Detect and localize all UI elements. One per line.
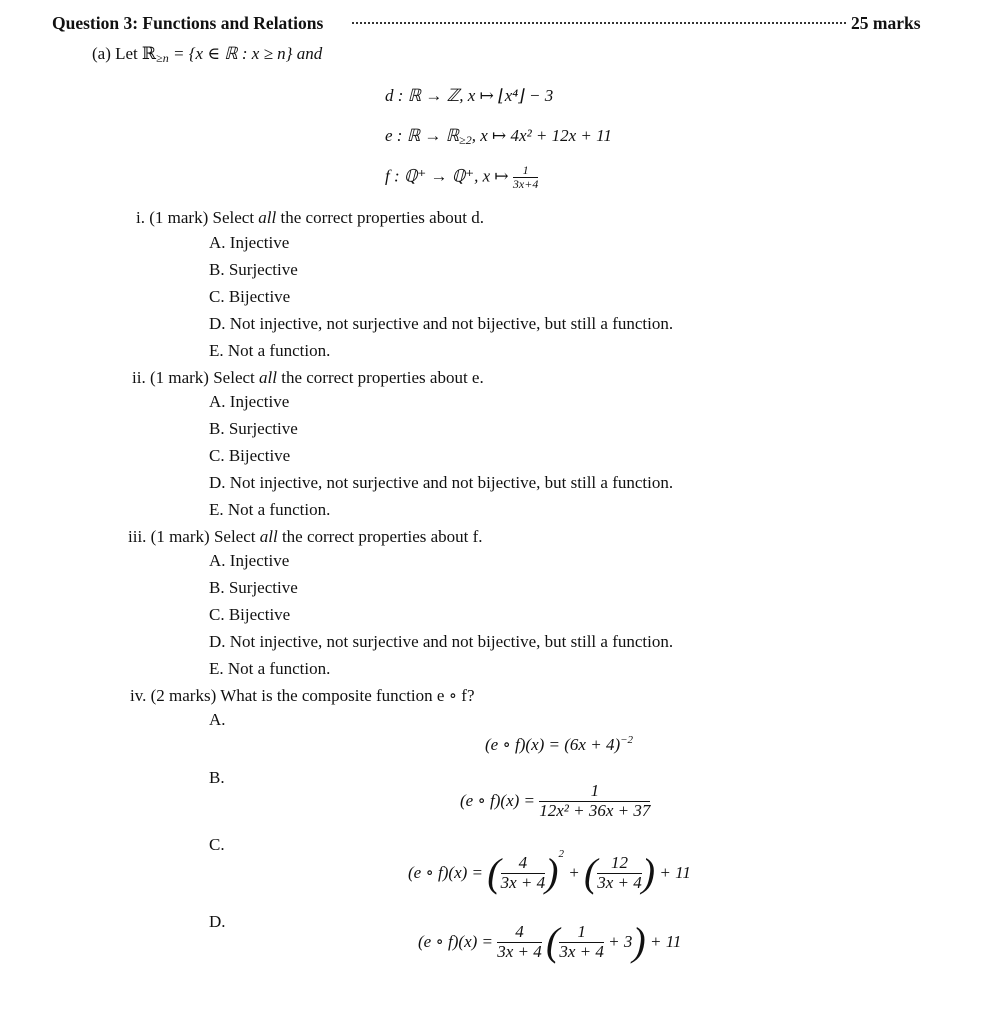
question-iii-prompt <box>128 527 483 547</box>
part-a-label: (a) <box>92 44 111 63</box>
option-iv-a-formula: (e ∘ $f)(x) = (6x + 4)^{-2}$ <box>485 734 634 754</box>
q-prompt-pre: Select <box>213 527 260 546</box>
q-marks: (1 mark) <box>150 527 210 546</box>
q-prompt-post: the correct properties about e. <box>276 368 484 387</box>
option-iii-b[interactable]: B. Surjective <box>209 578 298 597</box>
question-ii-prompt <box>132 368 484 388</box>
option-iv-d-fraction-2: $\frac{1}{3x + 4}$ <box>559 921 604 961</box>
def-f-den: 3x+4 <box>512 177 539 192</box>
def-e-post: , x ↦ 4x² + 12x + 11 <box>471 126 612 145</box>
question-i-prompt <box>136 208 484 228</box>
q-prompt-post: the correct properties about d. <box>276 208 484 227</box>
q-prompt-em: all <box>258 208 277 227</box>
option-i-e[interactable]: E. Not a function. <box>209 341 331 360</box>
q-marks: (2 marks) <box>150 686 217 705</box>
question-marks: 25 marks <box>851 13 921 33</box>
q-prompt-pre: Select <box>213 368 260 387</box>
option-ii-c[interactable]: C. Bijective <box>209 446 291 465</box>
option-i-b[interactable]: B. Surjective <box>209 260 298 279</box>
part-a-intro <box>92 44 322 66</box>
q-number: i. <box>136 208 145 227</box>
option-iv-b-formula: (e ∘ f)(x) = $\frac{1}{\text{12x² + 36x + 37}}$ <box>460 781 651 820</box>
def-e-pre: e : ℝ → ℝ <box>385 126 460 145</box>
q-marks: (1 mark) <box>149 368 209 387</box>
option-iii-c[interactable]: C. Bijective <box>209 605 291 624</box>
question-iv-prompt <box>130 686 475 706</box>
leader-dots <box>352 22 846 24</box>
def-f-fraction <box>513 164 538 191</box>
option-iv-a-letter[interactable]: A. <box>209 710 226 729</box>
option-iv-d-fraction-1: $\frac{4}{3x + 4}$ <box>497 921 542 961</box>
option-ii-a[interactable]: A. Injective <box>209 392 290 411</box>
option-i-a[interactable]: A. Injective <box>209 233 290 252</box>
intro-let: Let ℝ <box>115 44 157 63</box>
q-prompt: What is the composite function e ∘ f? <box>220 686 475 705</box>
q-prompt-em: all <box>259 368 277 387</box>
q-marks: (1 mark) <box>149 208 209 227</box>
def-f-num: 1 <box>513 164 538 178</box>
q-prompt-post: the correct properties about f. <box>277 527 483 546</box>
option-ii-e[interactable]: E. Not a function. <box>209 500 331 519</box>
option-ii-b[interactable]: B. Surjective <box>209 419 298 438</box>
option-i-c[interactable]: C. Bijective <box>209 287 291 306</box>
option-iv-c-formula: (e ∘ f)(x) = ( $\frac{4}{3x + 4}$ )$^2$ + ( $\frac{12}{3x + 4}$ ) + 11 <box>408 848 691 896</box>
option-iii-e[interactable]: E. Not a function. <box>209 659 331 678</box>
definition-e <box>385 126 612 148</box>
question-title: Question 3: Functions and Relations <box>52 13 324 33</box>
option-iv-c-fraction-1: $\frac{4}{3x + 4}$ <box>500 852 546 892</box>
q-prompt-pre: Select <box>212 208 259 227</box>
option-ii-d[interactable]: D. Not injective, not surjective and not bijective, but still a function. <box>209 473 674 492</box>
definition-d: d : ℝ → ℤ, x ↦ ⌊x⁴⌋ − 3 <box>385 86 554 105</box>
intro-sub: ≥n <box>156 51 169 65</box>
definition-f <box>385 164 538 191</box>
option-i-d[interactable]: D. Not injective, not surjective and not bijective, but still a function. <box>209 314 674 333</box>
intro-rest: = {x ∈ ℝ : x ≥ n} and <box>168 44 323 63</box>
option-iii-d[interactable]: D. Not injective, not surjective and not bijective, but still a function. <box>209 632 674 651</box>
option-iv-c-letter[interactable]: C. <box>209 835 225 854</box>
option-iv-d-formula: (e ∘ f)(x) = $\frac{4}{3x + 4}$ ( $\frac{1}{3x + 4}$ + 3) + 11 <box>418 919 682 964</box>
option-iv-b-fraction: $\frac{1}{\text{12x² + 36x + 37}}$ <box>539 781 651 820</box>
q-number: iv. <box>130 686 147 705</box>
option-iii-a[interactable]: A. Injective <box>209 551 290 570</box>
option-iv-b-letter[interactable]: B. <box>209 768 225 787</box>
q-number: iii. <box>128 527 147 546</box>
option-iv-d-letter[interactable]: D. <box>209 912 226 931</box>
q-prompt-em: all <box>259 527 278 546</box>
q-number: ii. <box>132 368 146 387</box>
def-f-pre: f : ℚ⁺ → ℚ⁺, x ↦ <box>385 166 509 186</box>
option-iv-c-fraction-2: $\frac{12}{3x + 4}$ <box>597 852 642 892</box>
def-e-sub: ≥2 <box>459 133 472 147</box>
